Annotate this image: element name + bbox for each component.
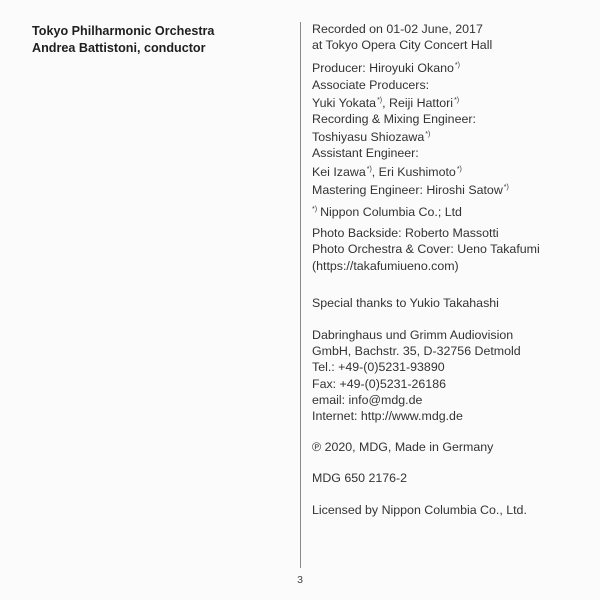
company-website: Internet: http://www.mdg.de (312, 409, 463, 424)
catalog-number: MDG 650 2176-2 (312, 471, 408, 486)
company-tel: Tel.: +49-(0)5231-93890 (312, 360, 445, 375)
recording-engineer-name (312, 127, 596, 145)
performer-credits (32, 23, 282, 57)
assistant-engineer-2: , Eri Kushimoto (371, 164, 456, 179)
assistant-engineer-1: Kei Izawa (312, 164, 366, 179)
label-address (312, 327, 596, 424)
recording-engineer-text: Toshiyasu Shiozawa (312, 130, 425, 145)
orchestra-name: Tokyo Philharmonic Orchestra (32, 24, 215, 38)
staff-credits (312, 58, 596, 198)
recording-engineer-label: Recording & Mixing Engineer: (312, 112, 476, 127)
page-number: 3 (297, 574, 303, 586)
photo-backside: Photo Backside: Roberto Massotti (312, 226, 499, 241)
footnote-marker: *) (312, 206, 318, 214)
footnote-marker: *) (454, 62, 460, 70)
company-name: Dabringhaus und Grimm Audiovision (312, 328, 514, 343)
photo-credits (312, 225, 596, 274)
recording-info (312, 21, 596, 53)
footnote-marker: *) (454, 96, 460, 104)
associate-producer-1: Yuki Yokata (312, 95, 377, 110)
photo-orchestra-cover: Photo Orchestra & Cover: Ueno Takafumi (312, 242, 540, 257)
recording-venue: at Tokyo Opera City Concert Hall (312, 38, 493, 53)
photographer-url: (https://takafumiueno.com) (312, 258, 459, 273)
associate-producers-label: Associate Producers: (312, 77, 430, 92)
assistant-engineer-label: Assistant Engineer: (312, 146, 419, 161)
footnote-marker: *) (366, 165, 372, 173)
footnote-marker: *) (456, 165, 462, 173)
producer-line (312, 58, 596, 76)
mastering-engineer-line (312, 180, 596, 198)
copyright-notice: ℗ 2020, MDG, Made in Germany (312, 440, 494, 455)
footnote-text: Nippon Columbia Co.; Ltd (320, 205, 462, 220)
license-notice: Licensed by Nippon Columbia Co., Ltd. (312, 502, 527, 517)
production-credits (312, 21, 596, 518)
associate-producer-2: , Reiji Hattori (382, 95, 454, 110)
associate-producers-names (312, 93, 596, 111)
company-email: email: info@mdg.de (312, 392, 423, 407)
footnote-marker: *) (503, 183, 509, 191)
producer-text: Producer: Hiroyuki Okano (312, 61, 454, 76)
special-thanks: Special thanks to Yukio Takahashi (312, 295, 499, 310)
column-divider (300, 22, 301, 568)
company-street: GmbH, Bachstr. 35, D-32756 Detmold (312, 344, 521, 359)
assistant-engineer-names (312, 162, 596, 180)
footnote-marker: *) (425, 131, 431, 139)
footnote-line (312, 202, 596, 220)
mastering-engineer-text: Mastering Engineer: Hiroshi Satow (312, 182, 503, 197)
company-fax: Fax: +49-(0)5231-26186 (312, 376, 446, 391)
conductor-name: Andrea Battistoni, conductor (32, 41, 206, 55)
footnote-marker: *) (377, 96, 383, 104)
recording-date: Recorded on 01-02 June, 2017 (312, 22, 483, 36)
